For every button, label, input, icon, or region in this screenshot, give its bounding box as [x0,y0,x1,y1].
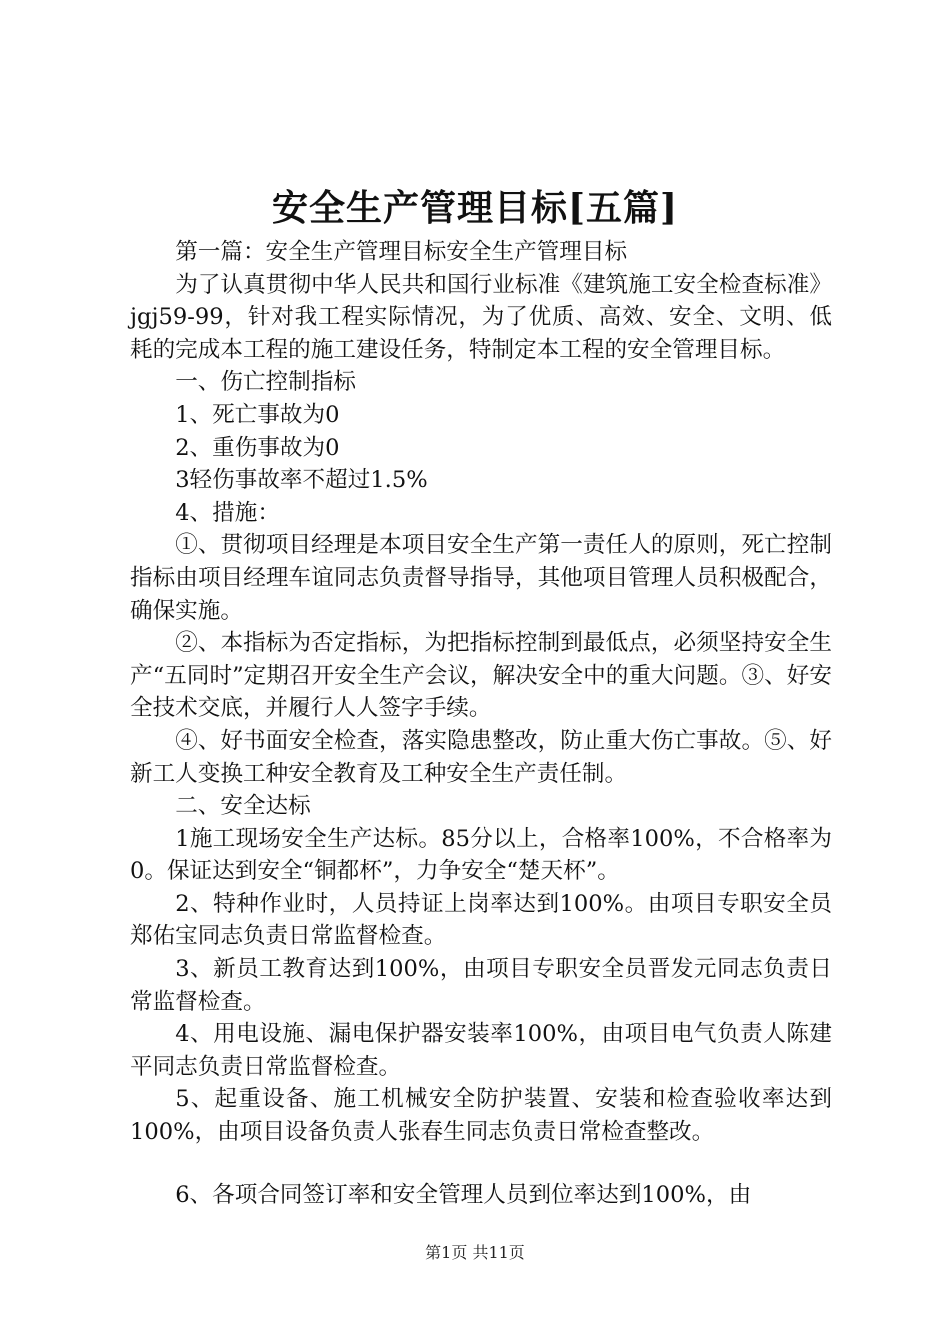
paragraph-11: 二、安全达标 [175,793,311,820]
paragraph-15: 4、用电设施、漏电保护器安装率100%，由项目电气负责人陈建平同志负责日常监督检查。 [130,1021,832,1080]
paragraph-14: 3、新员工教育达到100%，由项目专职安全员晋发元同志负责日常监督检查。 [130,956,832,1015]
paragraph-8: ①、贯彻项目经理是本项目安全生产第一责任人的原则，死亡控制指标由项目经理车谊同志负责督导指导，其他项目管理人员积极配合，确保实施。 [130,532,832,624]
document-title: 安全生产管理目标[五篇] [271,187,679,229]
paragraph-3: 一、伤亡控制指标 [175,369,356,396]
paragraph-9: ②、本指标为否定指标，为把指标控制到最低点，必须坚持安全生产“五同时”定期召开安全生产会议，解决安全中的重大问题。③、好安全技术交底，并履行人人签字手续。 [130,630,832,722]
paragraph-12: 1施工现场安全生产达标。85分以上，合格率100%，不合格率为0。保证达到安全“铜都杯”，力争安全“楚天杯”。 [130,825,832,885]
paragraph-2: 为了认真贯彻中华人民共和国行业标准《建筑施工安全检查标准》jgj59-99，针对我工程实际情况，为了优质、高效、安全、文明、低耗的完成本工程的施工建设任务，特制定本工程的安全管理目标。 [130,271,832,363]
paragraph-13: 2、特种作业时，人员持证上岗率达到100%。由项目专职安全员郑佑宝同志负责日常监督检查。 [130,890,832,950]
paragraph-7: 4、措施： [175,499,280,526]
paragraph-5: 2、重伤事故为0 [175,434,340,461]
page-footer: 第1页 共11页 [425,1243,525,1262]
paragraph-10: ④、好书面安全检查，落实隐患整改，防止重大伤亡事故。⑤、好新工人变换工种安全教育及工种安全生产责任制。 [130,727,832,787]
document-body [130,236,832,1211]
paragraph-1: 第一篇：安全生产管理目标安全生产管理目标 [175,239,628,265]
paragraph-17: 6、各项合同签订率和安全管理人员到位率达到100%，由 [175,1181,752,1208]
paragraph-6: 3轻伤事故率不超过1.5% [175,467,428,494]
paragraph-4: 1、死亡事故为0 [175,401,340,428]
paragraph-16: 5、起重设备、施工机械安全防护装置、安装和检查验收率达到100%，由项目设备负责人张春生同志负责日常检查整改。 [130,1086,832,1146]
